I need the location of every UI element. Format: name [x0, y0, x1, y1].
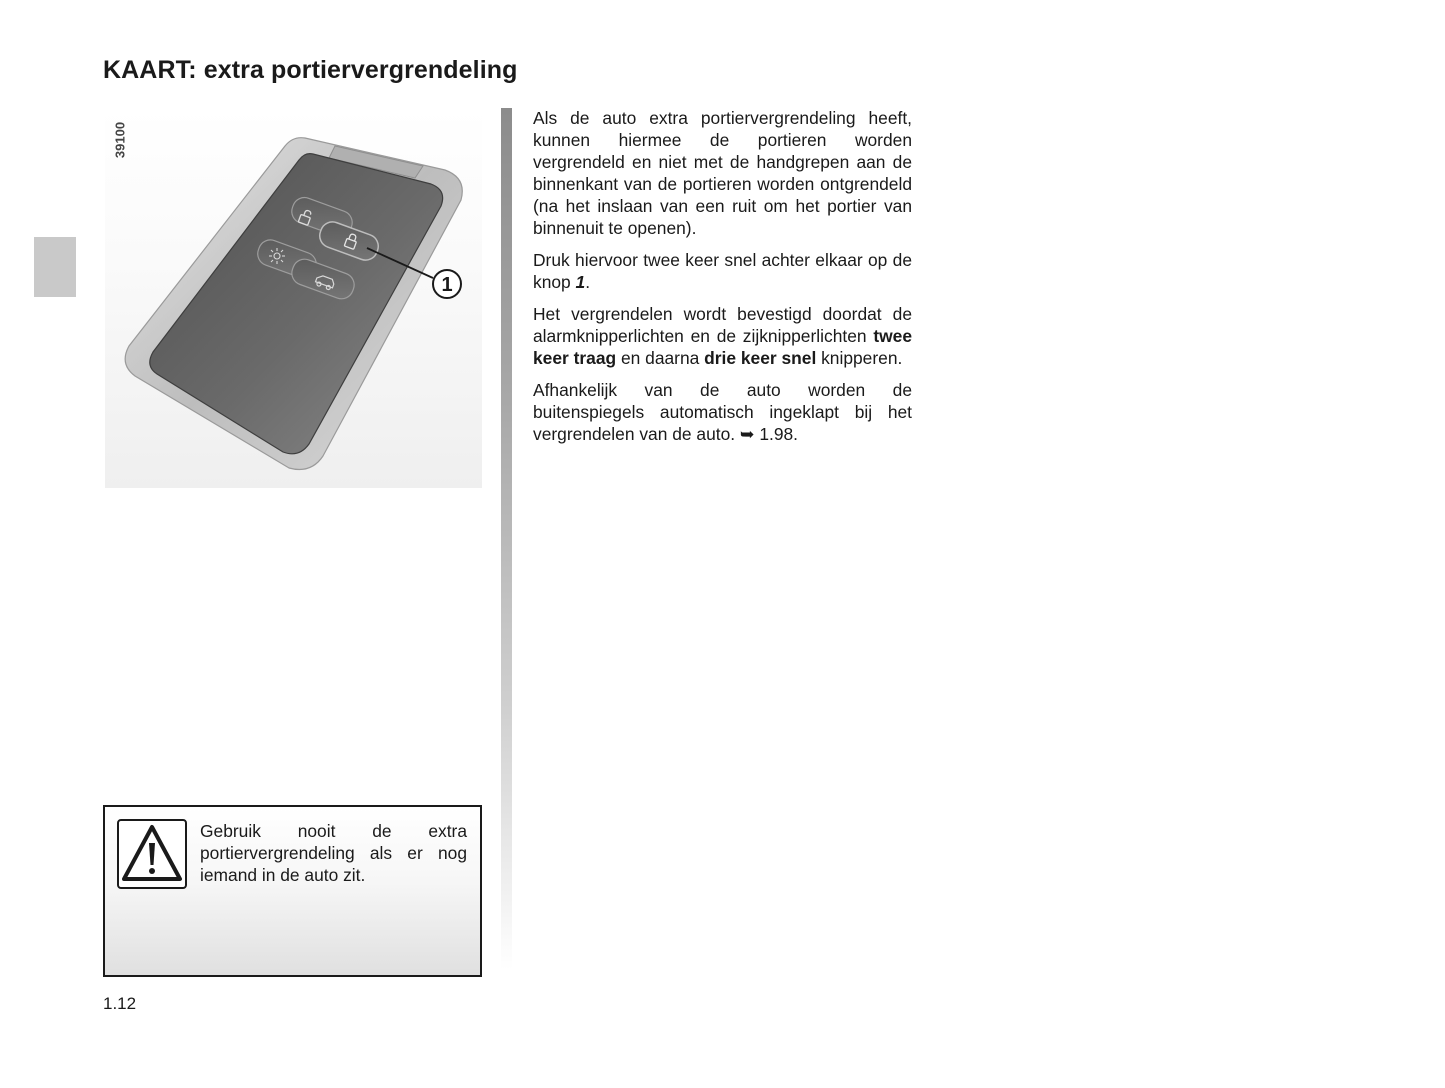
page-number: 1.12	[103, 994, 137, 1013]
button-reference: 1	[575, 272, 586, 292]
instruction-text: Druk hiervoor twee keer snel achter elkaar op de knop	[533, 250, 912, 292]
page-reference-link[interactable]: 1.98.	[754, 424, 798, 444]
confirmation-text-2: en daarna	[616, 348, 705, 368]
callout-label: 1	[441, 274, 453, 296]
mirrors-text: Afhankelijk van de auto worden de buitenspiegels automatisch ingeklapt bij het vergrendelen van de auto.	[533, 380, 912, 444]
page-reference-arrow-icon: ➥	[739, 424, 755, 444]
paragraph-instruction	[533, 249, 912, 293]
warning-text: Gebruik nooit de extra portiervergrendeling als er nog iemand in de auto zit.	[200, 821, 467, 885]
key-card-illustration	[105, 108, 482, 488]
instruction-end: .	[585, 272, 591, 292]
paragraph-confirmation	[533, 303, 912, 369]
figure-reference-code	[108, 118, 132, 162]
confirmation-bold-1: twee keer traag	[533, 326, 912, 368]
warning-triangle-icon	[117, 819, 187, 889]
warning-box	[103, 805, 482, 977]
column-divider-bar	[501, 108, 512, 970]
figure-reference-text: 39100	[112, 121, 128, 159]
section-tab-marker	[34, 237, 76, 297]
confirmation-text-3: knipperen.	[816, 348, 903, 368]
key-card-drawing	[105, 108, 482, 488]
page-title: KAART: extra portiervergrendeling	[103, 56, 518, 84]
confirmation-bold-2: drie keer snel	[704, 348, 817, 368]
paragraph-mirrors	[533, 379, 912, 445]
confirmation-text-1: Het vergrendelen wordt bevestigd doordat de alarmknipperlichten en de zijknipperlichten	[533, 304, 912, 346]
body-text-column	[533, 107, 912, 455]
paragraph-intro: Als de auto extra portiervergrendeling heeft, kunnen hiermee de portieren worden vergrendeld en niet met de handgrepen aan de binnenkant van de portieren worden ontgrendeld (na het inslaan van een ruit om het portier van binnenuit te openen).	[533, 108, 912, 238]
